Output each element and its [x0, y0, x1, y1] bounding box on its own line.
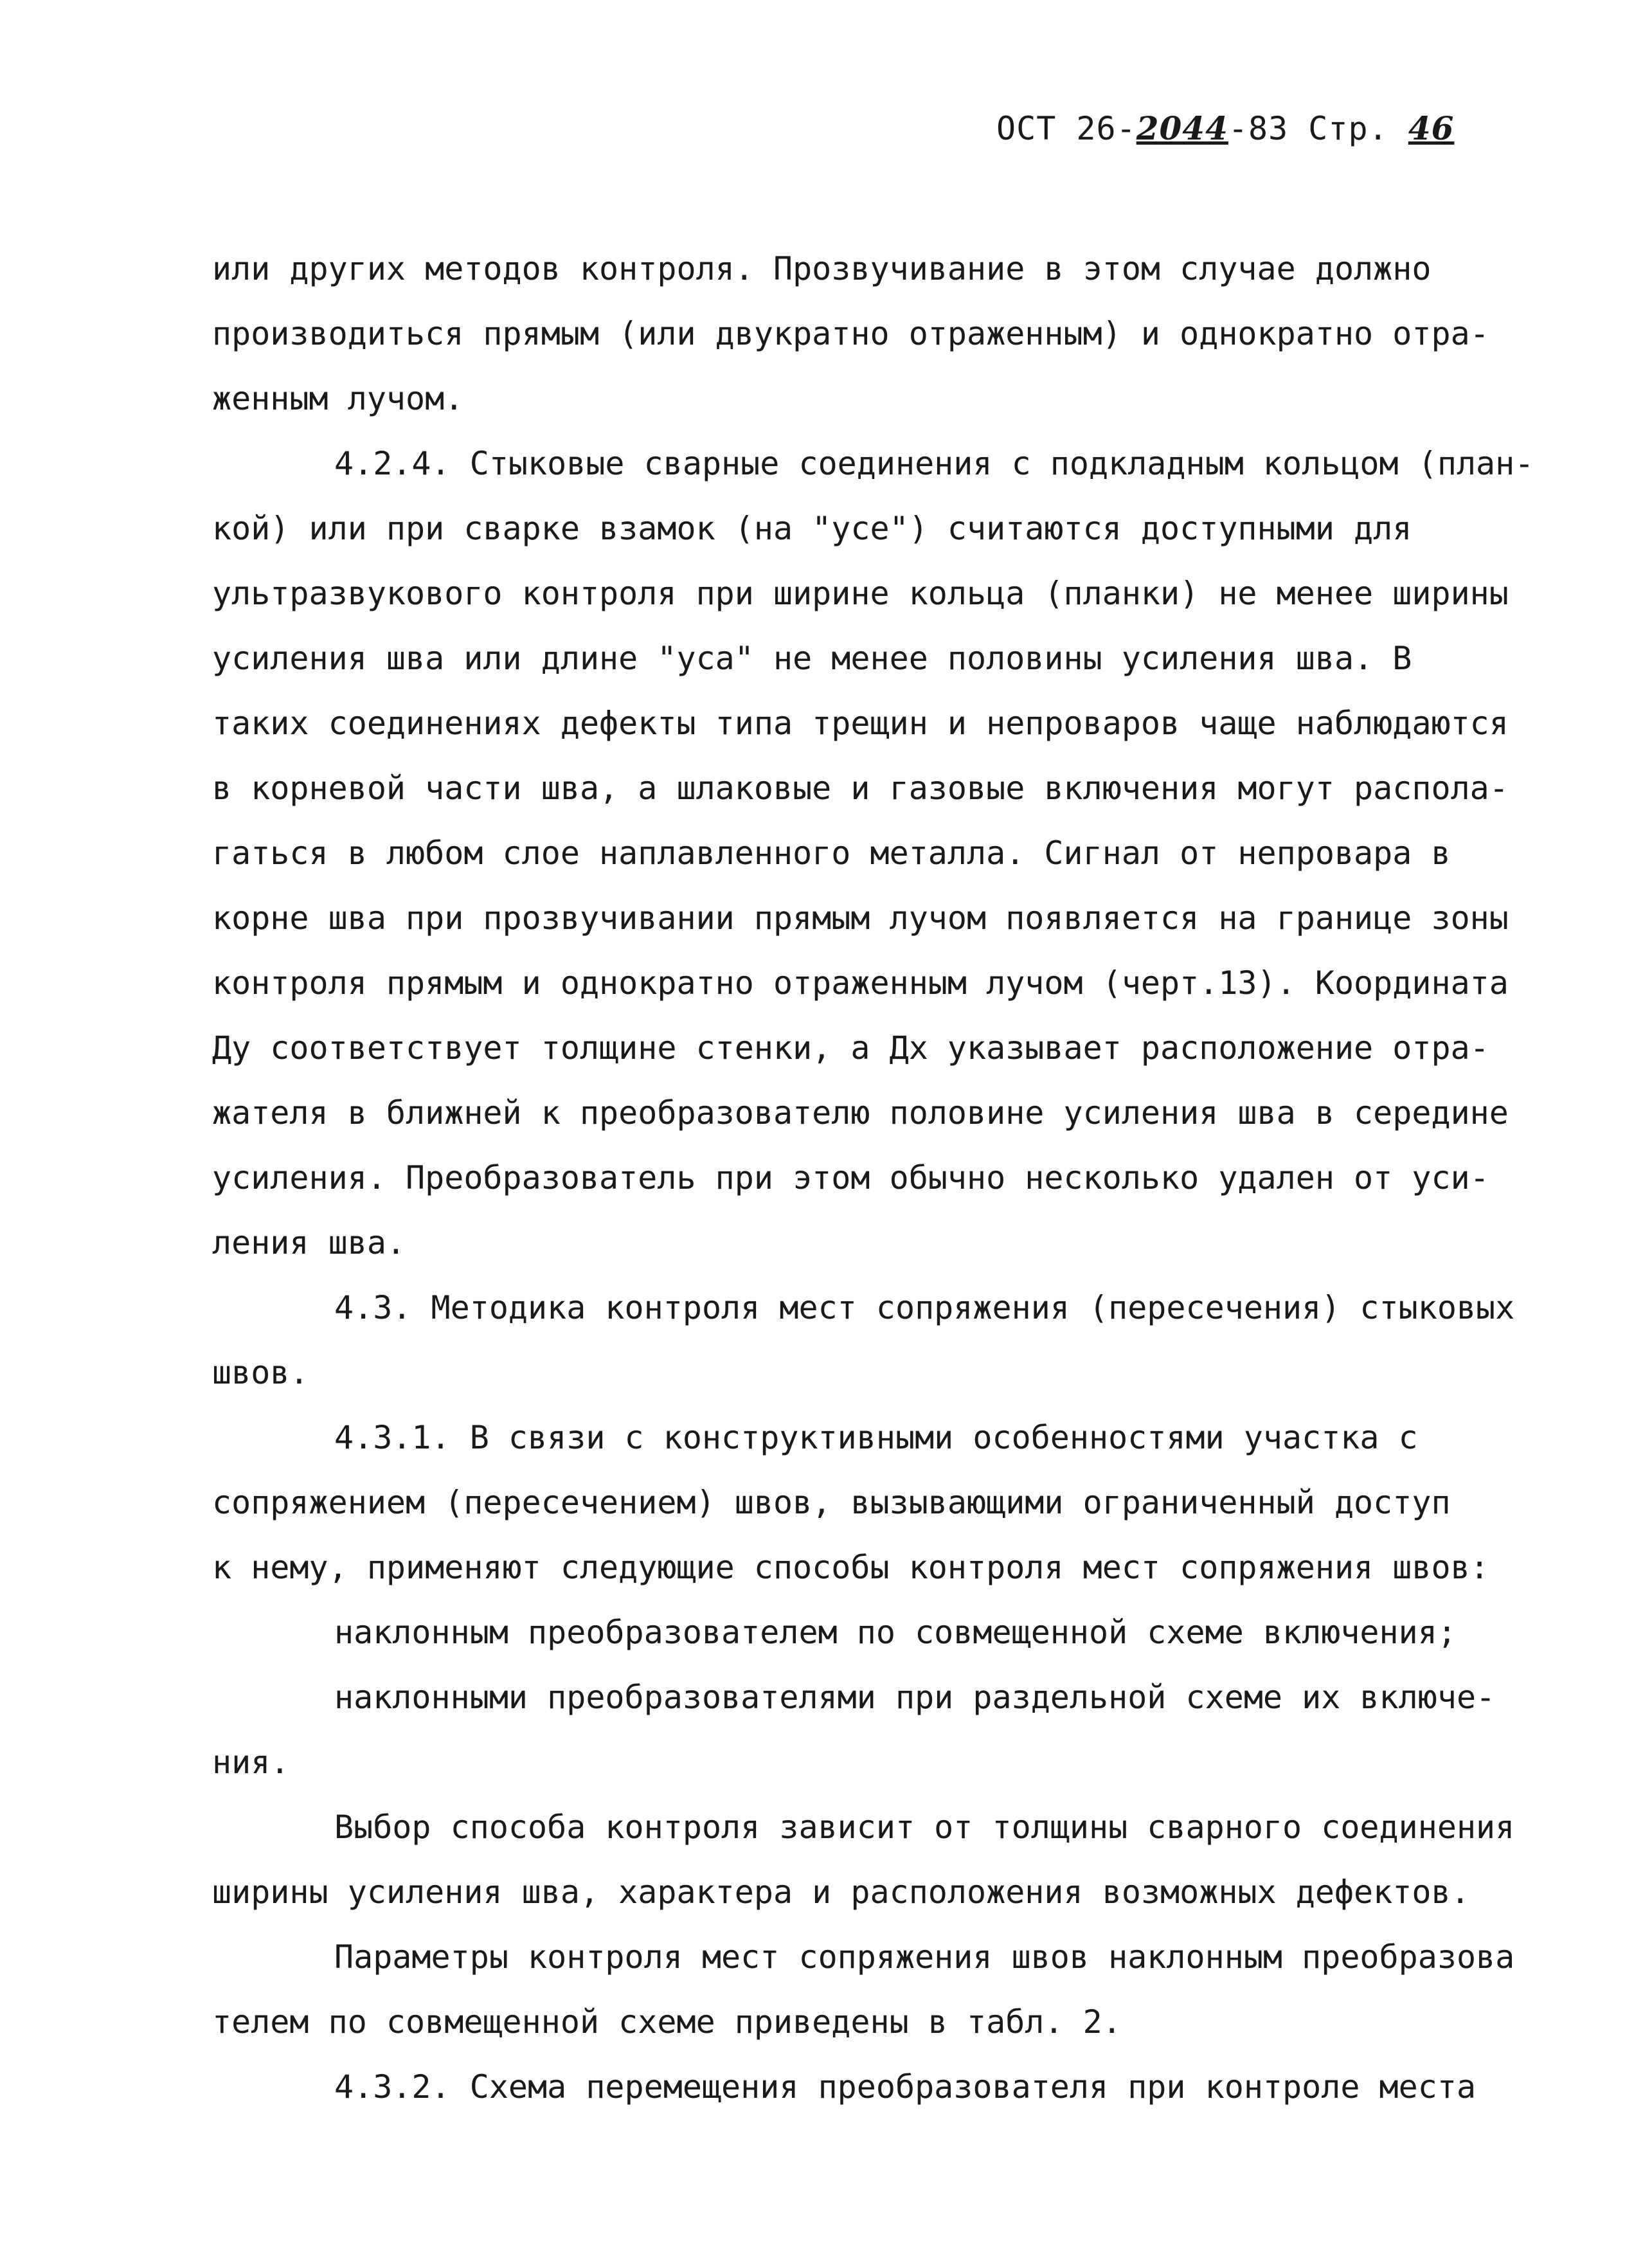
text-line: корне шва при прозвучивании прямым лучом появляется на границе зоны [212, 899, 1509, 937]
text-line: усиления. Преобразователь при этом обычно несколько удален от уси- [212, 1159, 1489, 1196]
section-4-3-2-start: 4.3.2. Схема перемещения преобразователя при контроле места [334, 2068, 1477, 2106]
text-line: гаться в любом слое наплавленного металла. Сигнал от непровара в [212, 835, 1451, 872]
paragraph-start: Выбор способа контроля зависит от толщины сварного соединения [334, 1809, 1515, 1846]
page-header [996, 109, 1454, 147]
text-line: ления шва. [212, 1224, 406, 1261]
document-body [212, 237, 1581, 2120]
text-line: к нему, применяют следующие способы контроля мест сопряжения швов: [212, 1549, 1489, 1586]
section-4-2-4-start: 4.2.4. Стыковые сварные соединения с подкладным кольцом (план- [334, 445, 1534, 482]
text-line: усиления шва или длине "уса" не менее половины усиления шва. В [212, 640, 1412, 677]
standard-number: 2044 [1136, 109, 1228, 147]
text-line: телем по совмещенной схеме приведены в табл. 2. [212, 2003, 1122, 2041]
text-line: жателя в ближней к преобразователю половине усиления шва в середине [212, 1094, 1509, 1132]
text-line: кой) или при сварке взамок (на "усе") считаются доступными для [212, 510, 1412, 547]
page-number: 46 [1408, 109, 1455, 147]
text-line: ширины усиления шва, характера и расположения возможных дефектов. [212, 1873, 1470, 1911]
text-line: женным лучом. [212, 380, 464, 417]
text-line: ния. [212, 1744, 290, 1781]
text-line: сопряжением (пересечением) швов, вызывающими ограниченный доступ [212, 1484, 1451, 1521]
text-line: Ду соответствует толщине стенки, а Дх указывает расположение отра- [212, 1029, 1489, 1067]
paragraph-start: Параметры контроля мест сопряжения швов наклонным преобразова [334, 1938, 1515, 1976]
section-4-3-1-start: 4.3.1. В связи с конструктивными особенностями участка с [334, 1419, 1418, 1456]
text-line: таких соединениях дефекты типа трещин и непроваров чаще наблюдаются [212, 705, 1509, 742]
text-line: в корневой части шва, а шлаковые и газовые включения могут распола- [212, 770, 1509, 807]
list-item: наклонным преобразователем по совмещенной схеме включения; [334, 1614, 1457, 1651]
standard-suffix: -83 Стр. [1228, 110, 1388, 147]
text-line: или других методов контроля. Прозвучивание в этом случае должно [212, 250, 1432, 287]
text-line: контроля прямым и однократно отраженным лучом (черт.13). Координата [212, 964, 1509, 1002]
list-item: наклонными преобразователями при раздельной схеме их включе- [334, 1679, 1496, 1716]
text-line: швов. [212, 1354, 309, 1391]
text-line: ультразвукового контроля при ширине кольца (планки) не менее ширины [212, 575, 1509, 612]
standard-prefix: ОСТ 26- [996, 110, 1136, 147]
text-line: производиться прямым (или двукратно отраженным) и однократно отра- [212, 315, 1489, 352]
section-4-3-heading: 4.3. Методика контроля мест сопряжения (пересечения) стыковых [334, 1289, 1515, 1326]
